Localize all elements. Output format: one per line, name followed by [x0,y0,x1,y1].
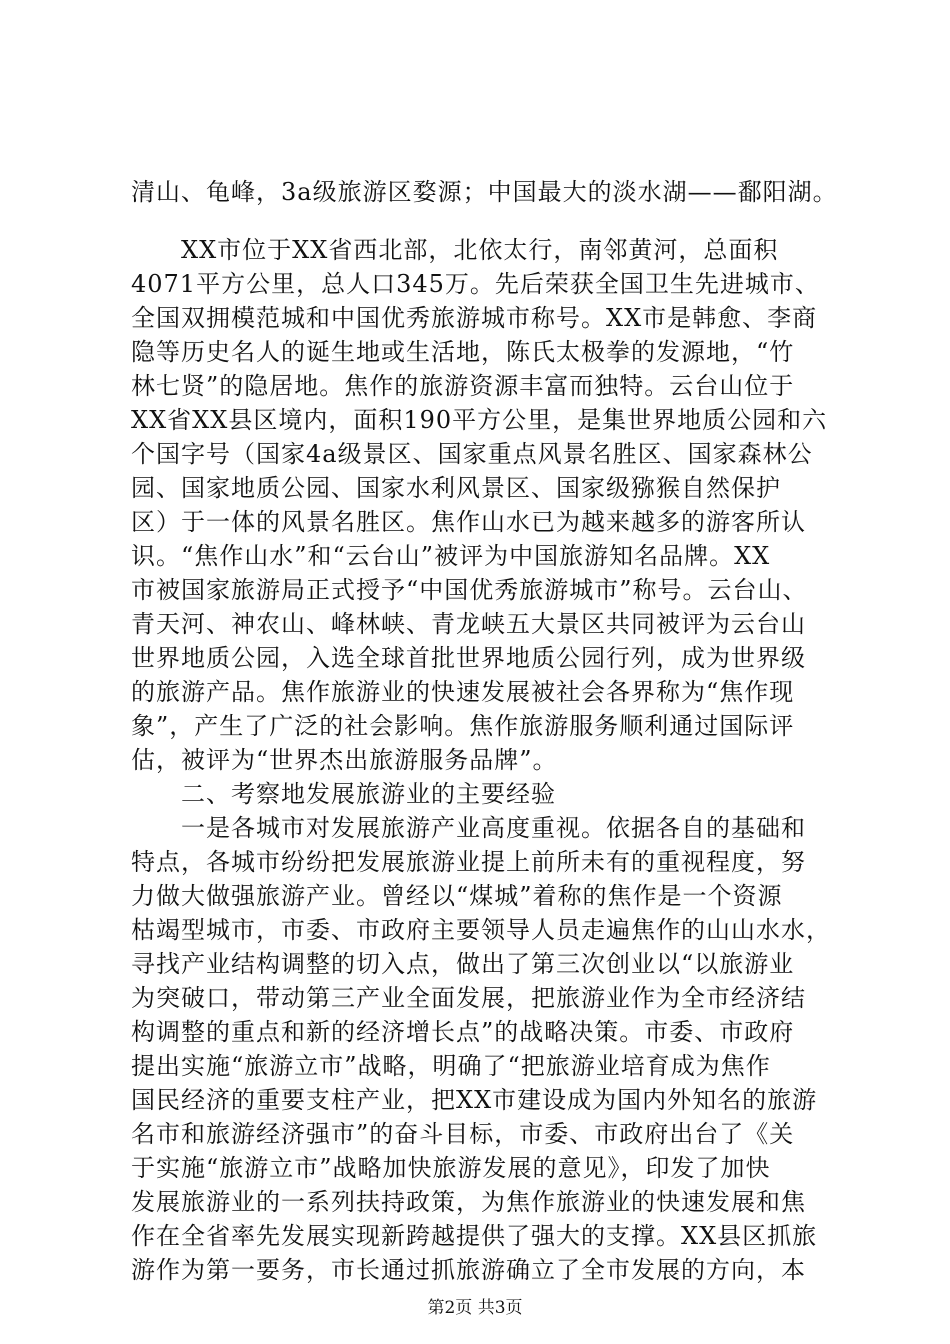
text-line: 隐等历史名人的诞生地或生活地，陈氏太极拳的发源地，“竹 [131,338,795,366]
text-line: 为突破口，带动第三产业全面发展，把旅游业作为全市经济结 [131,984,806,1012]
text-line: 的旅游产品。焦作旅游业的快速发展被社会各界称为“焦作现 [131,678,795,706]
paragraph-first-line: XX市位于XX省西北部，北依太行，南邻黄河，总面积 [181,236,779,264]
text-line: 园、国家地质公园、国家水利风景区、国家级猕猴自然保护 [131,474,781,502]
text-line: 林七贤”的隐居地。焦作的旅游资源丰富而独特。云台山位于 [131,372,795,400]
text-line: 青天河、神农山、峰林峡、青龙峡五大景区共同被评为云台山 [131,610,806,638]
text-line: 估，被评为“世界杰出旅游服务品牌”。 [131,746,558,774]
text-line: 区）于一体的风景名胜区。焦作山水已为越来越多的游客所认 [131,508,806,536]
text-line: 发展旅游业的一系列扶持政策，为焦作旅游业的快速发展和焦 [131,1188,806,1216]
text-line: 市被国家旅游局正式授予“中国优秀旅游城市”称号。云台山、 [131,576,808,604]
text-line: 于实施“旅游立市”战略加快旅游发展的意见》，印发了加快 [131,1154,771,1182]
text-line: XX省XX县区境内，面积190平方公里，是集世界地质公园和六 [131,406,828,434]
text-line: 世界地质公园，入选全球首批世界地质公园行列，成为世界级 [131,644,806,672]
text-line: 4071平方公里，总人口345万。先后荣获全国卫生先进城市、 [131,270,820,298]
text-line: 枯竭型城市，市委、市政府主要领导人员走遍焦作的山山水水， [131,916,831,944]
page-footer: 第2页 共3页 [427,1298,523,1318]
text-line: 象”，产生了广泛的社会影响。焦作旅游服务顺利通过国际评 [131,712,795,740]
section-heading: 二、考察地发展旅游业的主要经验 [181,780,556,808]
text-line: 游作为第一要务，市长通过抓旅游确立了全市发展的方向，本 [131,1256,806,1284]
text-line: 名市和旅游经济强市”的奋斗目标，市委、市政府出台了《关 [131,1120,795,1148]
text-line: 特点，各城市纷纷把发展旅游业提上前所未有的重视程度，努 [131,848,806,876]
text-line: 构调整的重点和新的经济增长点”的战略决策。市委、市政府 [131,1018,795,1046]
text-line: 力做大做强旅游产业。曾经以“煤城”着称的焦作是一个资源 [131,882,783,910]
paragraph-first-line: 一是各城市对发展旅游产业高度重视。依据各自的基础和 [181,814,806,842]
text-line: 清山、龟峰，3a级旅游区婺源；中国最大的淡水湖——鄱阳湖。 [131,178,838,206]
text-line: 识。“焦作山水”和“云台山”被评为中国旅游知名品牌。XX [131,542,771,570]
text-line: 全国双拥模范城和中国优秀旅游城市称号。XX市是韩愈、李商 [131,304,818,332]
text-line: 提出实施“旅游立市”战略，明确了“把旅游业培育成为焦作 [131,1052,771,1080]
text-line: 个国字号（国家4a级景区、国家重点风景名胜区、国家森林公 [131,440,813,468]
text-line: 作在全省率先发展实现新跨越提供了强大的支撑。XX县区抓旅 [131,1222,818,1250]
text-line: 国民经济的重要支柱产业，把XX市建设成为国内外知名的旅游 [131,1086,818,1114]
text-line: 寻找产业结构调整的切入点，做出了第三次创业以“以旅游业 [131,950,795,978]
